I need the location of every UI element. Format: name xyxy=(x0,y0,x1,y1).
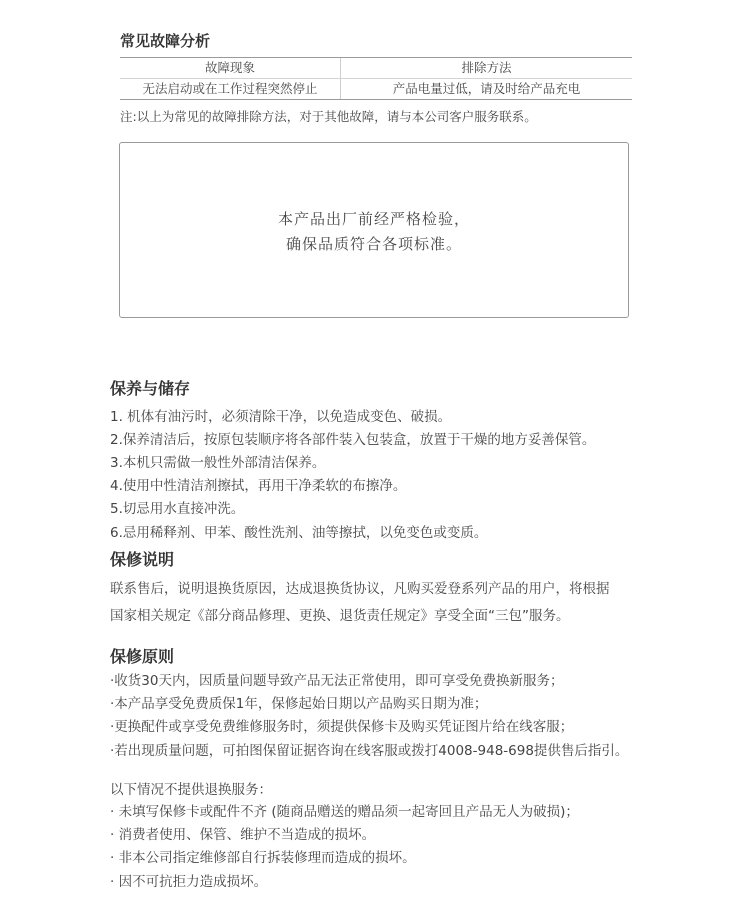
maintenance-item: 4.使用中性清洁剂擦拭，再用干净柔软的布擦净。 xyxy=(110,478,407,494)
warranty-rule-item: ·收货30天内，因质量问题导致产品无法正常使用，即可享受免费换新服务； xyxy=(110,673,564,689)
warranty-desc-line: 国家相关规定《部分商品修理、更换、退货责任规定》享受全面“三包”服务。 xyxy=(110,608,570,624)
exclusion-item: · 消费者使用、保管、维护不当造成的损坏。 xyxy=(110,827,376,843)
warranty-rule-item: ·本产品享受免费质保1年，保修起始日期以产品购买日期为准； xyxy=(110,696,488,712)
table-cell-symptom: 无法启动或在工作过程突然停止 xyxy=(142,81,318,96)
fault-analysis-title: 常见故障分析 xyxy=(120,32,211,50)
warranty-rule-item: ·若出现质量问题，可拍图保留证据咨询在线客服或拨打4008-948-698提供售后指引。 xyxy=(110,743,629,759)
exclusions-title: 以下情况不提供退换服务： xyxy=(110,782,272,798)
table-header-solution: 排除方法 xyxy=(340,58,632,78)
maintenance-item: 5.切忌用水直接冲洗。 xyxy=(110,501,245,517)
maintenance-item: 2.保养清洁后，按原包装顺序将各部件装入包装盒，放置于干燥的地方妥善保管。 xyxy=(110,432,596,448)
table-row xyxy=(120,79,632,99)
maintenance-title: 保养与储存 xyxy=(110,379,191,398)
table-cell-solution: 产品电量过低，请及时给产品充电 xyxy=(340,79,632,99)
inspection-line-1: 本产品出厂前经严格检验， xyxy=(277,210,470,228)
inspection-line-2: 确保品质符合各项标准。 xyxy=(285,235,462,253)
maintenance-item: 3.本机只需做一般性外部清洁保养。 xyxy=(110,455,326,471)
warranty-desc-line: 联系售后，说明退换货原因，达成退换货协议，凡购买爱登系列产品的用户，将根据 xyxy=(110,581,610,597)
fault-note: 注:以上为常见的故障排除方法，对于其他故障，请与本公司客户服务联系。 xyxy=(120,109,537,124)
exclusion-item: · 因不可抗拒力造成损坏。 xyxy=(110,874,268,890)
warranty-rule-item: ·更换配件或享受免费维修服务时，须提供保修卡及购买凭证图片给在线客服； xyxy=(110,719,574,735)
warranty-desc-title: 保修说明 xyxy=(110,550,175,569)
exclusion-item: · 未填写保修卡或配件不齐 (随商品赠送的赠品须一起寄回且产品无人为破损)； xyxy=(110,804,579,820)
fault-table xyxy=(120,57,632,100)
maintenance-item: 6.忌用稀释剂、甲苯、酸性洗剂、油等擦拭，以免变色或变质。 xyxy=(110,525,488,541)
table-header-symptom: 故障现象 xyxy=(204,60,255,75)
inspection-box xyxy=(119,142,629,318)
warranty-rules-title: 保修原则 xyxy=(110,647,175,666)
exclusion-item: · 非本公司指定维修部自行拆装修理而造成的损坏。 xyxy=(110,850,416,866)
table-header-row xyxy=(120,58,632,78)
maintenance-item: 1. 机体有油污时，必须清除干净，以免造成变色、破损。 xyxy=(110,409,452,425)
